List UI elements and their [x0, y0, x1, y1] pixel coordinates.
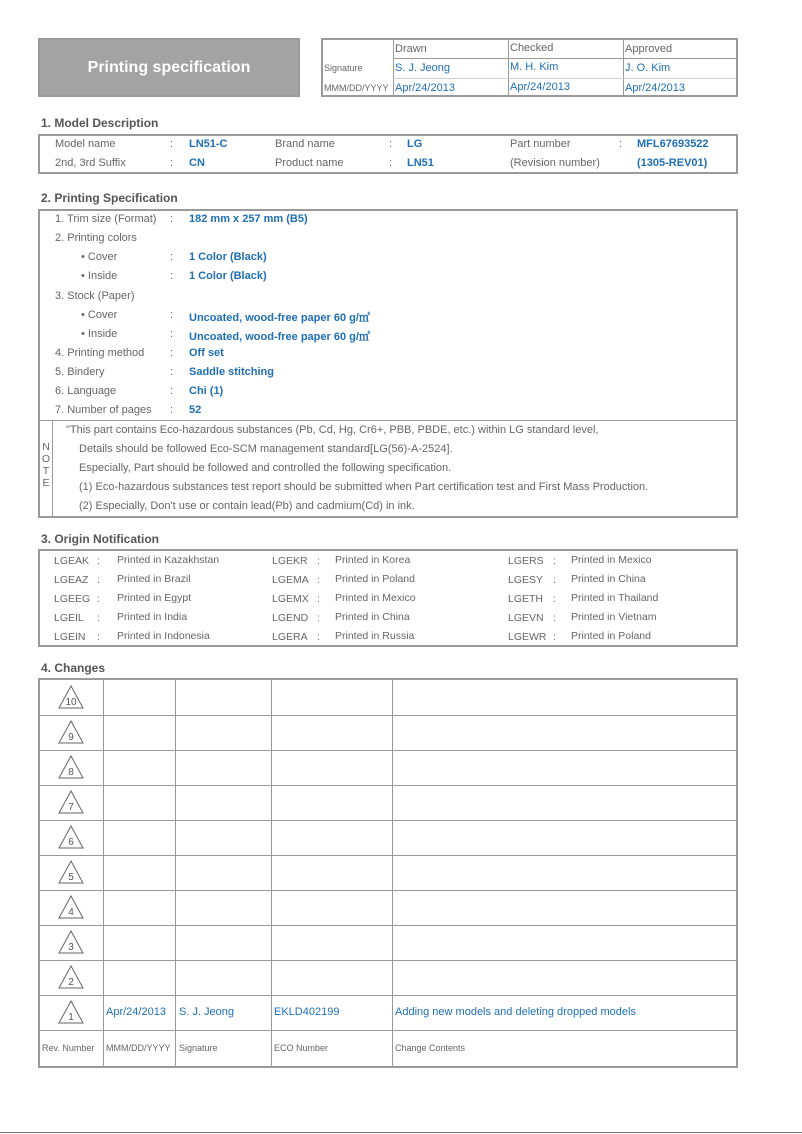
model-name-value: LN51-C: [189, 138, 228, 150]
approved-date: Apr/24/2013: [625, 82, 685, 94]
method-label: 4. Printing method: [55, 347, 145, 359]
footer-label-date: MMM/DD/YYYY: [106, 1043, 171, 1053]
signature-table: [321, 38, 738, 97]
checked-date: Apr/24/2013: [510, 81, 570, 93]
revision-triangle-icon: 3: [58, 930, 84, 954]
part-label: Part number: [510, 138, 571, 150]
origin-text: Printed in Indonesia: [117, 630, 210, 642]
approved-signature: J. O. Kim: [625, 62, 671, 74]
origin-text: Printed in Mexico: [571, 554, 652, 566]
origin-text: Printed in China: [335, 611, 410, 623]
revision-label: (Revision number): [510, 157, 600, 169]
origin-code: LGEIN: [54, 631, 86, 643]
method-value: Off set: [189, 347, 224, 359]
origin-text: Printed in Russia: [335, 630, 415, 642]
origin-text: Printed in Poland: [335, 573, 415, 585]
origin-text: Printed in Vietnam: [571, 611, 657, 623]
origin-text: Printed in Thailand: [571, 592, 659, 604]
revision-triangle-icon: 7: [58, 790, 84, 814]
language-value: Chi (1): [189, 385, 224, 397]
column-checked: Checked: [510, 42, 554, 54]
revision-triangle-icon: 4: [58, 895, 84, 919]
column-approved: Approved: [625, 43, 673, 55]
changes-table: [38, 678, 738, 1068]
origin-code: LGEVN: [508, 612, 544, 624]
pages-value: 52: [189, 404, 202, 416]
footer-label-signature: Signature: [179, 1043, 218, 1053]
revision-triangle-icon: 9: [58, 720, 84, 744]
rev1-signature: S. J. Jeong: [179, 1006, 235, 1018]
section-title-spec: 2. Printing Specification: [41, 191, 178, 205]
suffix-label: 2nd, 3rd Suffix: [55, 157, 126, 169]
pages-label: 7. Number of pages: [55, 404, 152, 416]
column-drawn: Drawn: [395, 43, 427, 55]
language-label: 6. Language: [55, 385, 117, 397]
revision-triangle-icon: 2: [58, 965, 84, 989]
colors-inside-label: • Inside: [81, 270, 118, 282]
stock-cover-value: Uncoated, wood-free paper 60 g/㎡: [189, 312, 370, 324]
origin-code: LGETH: [508, 593, 544, 605]
origin-text: Printed in China: [571, 573, 646, 585]
colors-label: 2. Printing colors: [55, 232, 137, 244]
product-label: Product name: [275, 157, 344, 169]
colors-cover-label: • Cover: [81, 251, 118, 263]
note-line: Details should be followed Eco-SCM management standard[LG(56)-A-2524].: [79, 443, 453, 455]
origin-text: Printed in Mexico: [335, 592, 416, 604]
origin-code: LGEAK: [54, 555, 90, 567]
rev1-eco-number: EKLD402199: [274, 1006, 340, 1018]
drawn-date: Apr/24/2013: [395, 82, 455, 94]
note-label: N O T E: [41, 441, 51, 489]
origin-code: LGERS: [508, 555, 544, 567]
page-bottom-rule: [0, 1132, 802, 1133]
product-value: LN51: [407, 157, 434, 169]
revision-triangle-icon: 10: [58, 685, 84, 709]
revision-triangle-icon: 1: [58, 1000, 84, 1024]
brand-label: Brand name: [275, 138, 335, 150]
revision-value: (1305-REV01): [637, 157, 708, 169]
stock-inside-value: Uncoated, wood-free paper 60 g/㎡: [189, 331, 370, 343]
origin-box: LGEAK : Printed in Kazakhstan LGEAZ : Printed in Brazil LGEEG : Printed in Egypt LGEIL : Printed in India LGEIN : Printed in Indonesia LGEKR : Printed in Korea LGEMA : Printed in Poland LGEMX : Printed in Mexico LGEND : Printed in China LGERA : Printed in Russia LGERS : Printed in Mexico LGESY : Printed in China LGETH : Printed in Thailand LGEVN : Printed in Vietnam LGEWR : Printed in Poland: [38, 549, 738, 647]
model-name-label: Model name: [55, 138, 116, 150]
note-line: "This part contains Eco-hazardous substances (Pb, Cd, Hg, Cr6+, PBB, PBDE, etc.) within LG standard level,: [66, 424, 599, 436]
stock-inside-label: • Inside: [81, 328, 118, 340]
origin-code: LGERA: [272, 631, 308, 643]
document-title-text: Printing specification: [87, 58, 251, 76]
origin-code: LGEMX: [272, 593, 309, 605]
rev1-date: Apr/24/2013: [106, 1006, 166, 1018]
origin-code: LGEKR: [272, 555, 308, 567]
drawn-signature: S. J. Jeong: [395, 62, 451, 74]
note-line: (1) Eco-hazardous substances test report should be submitted when Part certification test and First Mass Production.: [79, 481, 649, 493]
origin-code: LGEIL: [54, 612, 84, 624]
document-title: [38, 38, 300, 97]
origin-text: Printed in Poland: [571, 630, 651, 642]
section-title-changes: 4. Changes: [41, 661, 106, 675]
stock-label: 3. Stock (Paper): [55, 290, 135, 302]
rev1-change-contents: Adding new models and deleting dropped models: [395, 1006, 636, 1018]
section-title-origin: 3. Origin Notification: [41, 532, 160, 546]
bindery-label: 5. Bindery: [55, 366, 105, 378]
origin-text: Printed in Kazakhstan: [117, 554, 220, 566]
trim-value: 182 mm x 257 mm (B5): [189, 213, 308, 225]
bindery-value: Saddle stitching: [189, 366, 274, 378]
footer-label-eco: ECO Number: [274, 1043, 329, 1053]
origin-code: LGEND: [272, 612, 309, 624]
suffix-value: CN: [189, 157, 205, 169]
section-title-model: 1. Model Description: [41, 116, 159, 130]
origin-text: Printed in Egypt: [117, 592, 192, 604]
model-description-box: Model name : LN51-C 2nd, 3rd Suffix : CN Brand name : LG Product name : LN51 Part number : MFL67693522 (Revision number) (1305-REV01): [38, 134, 738, 174]
part-value: MFL67693522: [637, 138, 709, 150]
origin-code: LGEAZ: [54, 574, 89, 586]
origin-text: Printed in Brazil: [117, 573, 191, 585]
origin-code: LGESY: [508, 574, 544, 586]
note-line: Especially, Part should be followed and controlled the following specification.: [79, 462, 452, 474]
revision-triangle-icon: 8: [58, 755, 84, 779]
origin-text: Printed in India: [117, 611, 188, 623]
stock-cover-label: • Cover: [81, 309, 118, 321]
row-label-date: MMM/DD/YYYY: [324, 83, 389, 93]
origin-text: Printed in Korea: [335, 554, 411, 566]
trim-label: 1. Trim size (Format): [55, 213, 157, 225]
revision-triangle-icon: 6: [58, 825, 84, 849]
checked-signature: M. H. Kim: [510, 61, 559, 73]
note-line: (2) Especially, Don't use or contain lead(Pb) and cadmium(Cd) in ink.: [79, 500, 415, 512]
origin-code: LGEWR: [508, 631, 547, 643]
origin-code: LGEEG: [54, 593, 91, 605]
colors-inside-value: 1 Color (Black): [189, 270, 267, 282]
footer-label-contents: Change Contents: [395, 1043, 466, 1053]
row-label-signature: Signature: [324, 63, 363, 73]
origin-code: LGEMA: [272, 574, 309, 586]
colors-cover-value: 1 Color (Black): [189, 251, 267, 263]
brand-value: LG: [407, 138, 423, 150]
printing-spec-box: 1. Trim size (Format) : 182 mm x 257 mm (B5) 2. Printing colors • Cover : 1 Color (Black) • Inside : 1 Color (Black) 3. Stock (Paper) • Cover : Uncoated, wood-free paper 60 g/㎡ • Inside : Uncoated, wood-free paper 60 g/㎡ 4. Printing method : Off set 5. Bindery : Saddle stitching 6. Language : Chi (1) 7. Number of pages : 52 N O T E "This part contains Eco-hazardous substances (Pb, Cd, Hg, Cr6+, PBB, PBDE, etc.) within LG standard level, Details should be followed Eco-SCM management standard[LG(56)-A-2524]. Especially, Part should be followed and controlled the following specification. (1) Eco-hazardous substances test report should be submitted when Part certification test and First Mass Production. (2) Especially, Don't use or contain lead(Pb) and cadmium(Cd) in ink.: [38, 209, 738, 518]
revision-triangle-icon: 5: [58, 860, 84, 884]
footer-label-rev: Rev. Number: [42, 1043, 95, 1053]
